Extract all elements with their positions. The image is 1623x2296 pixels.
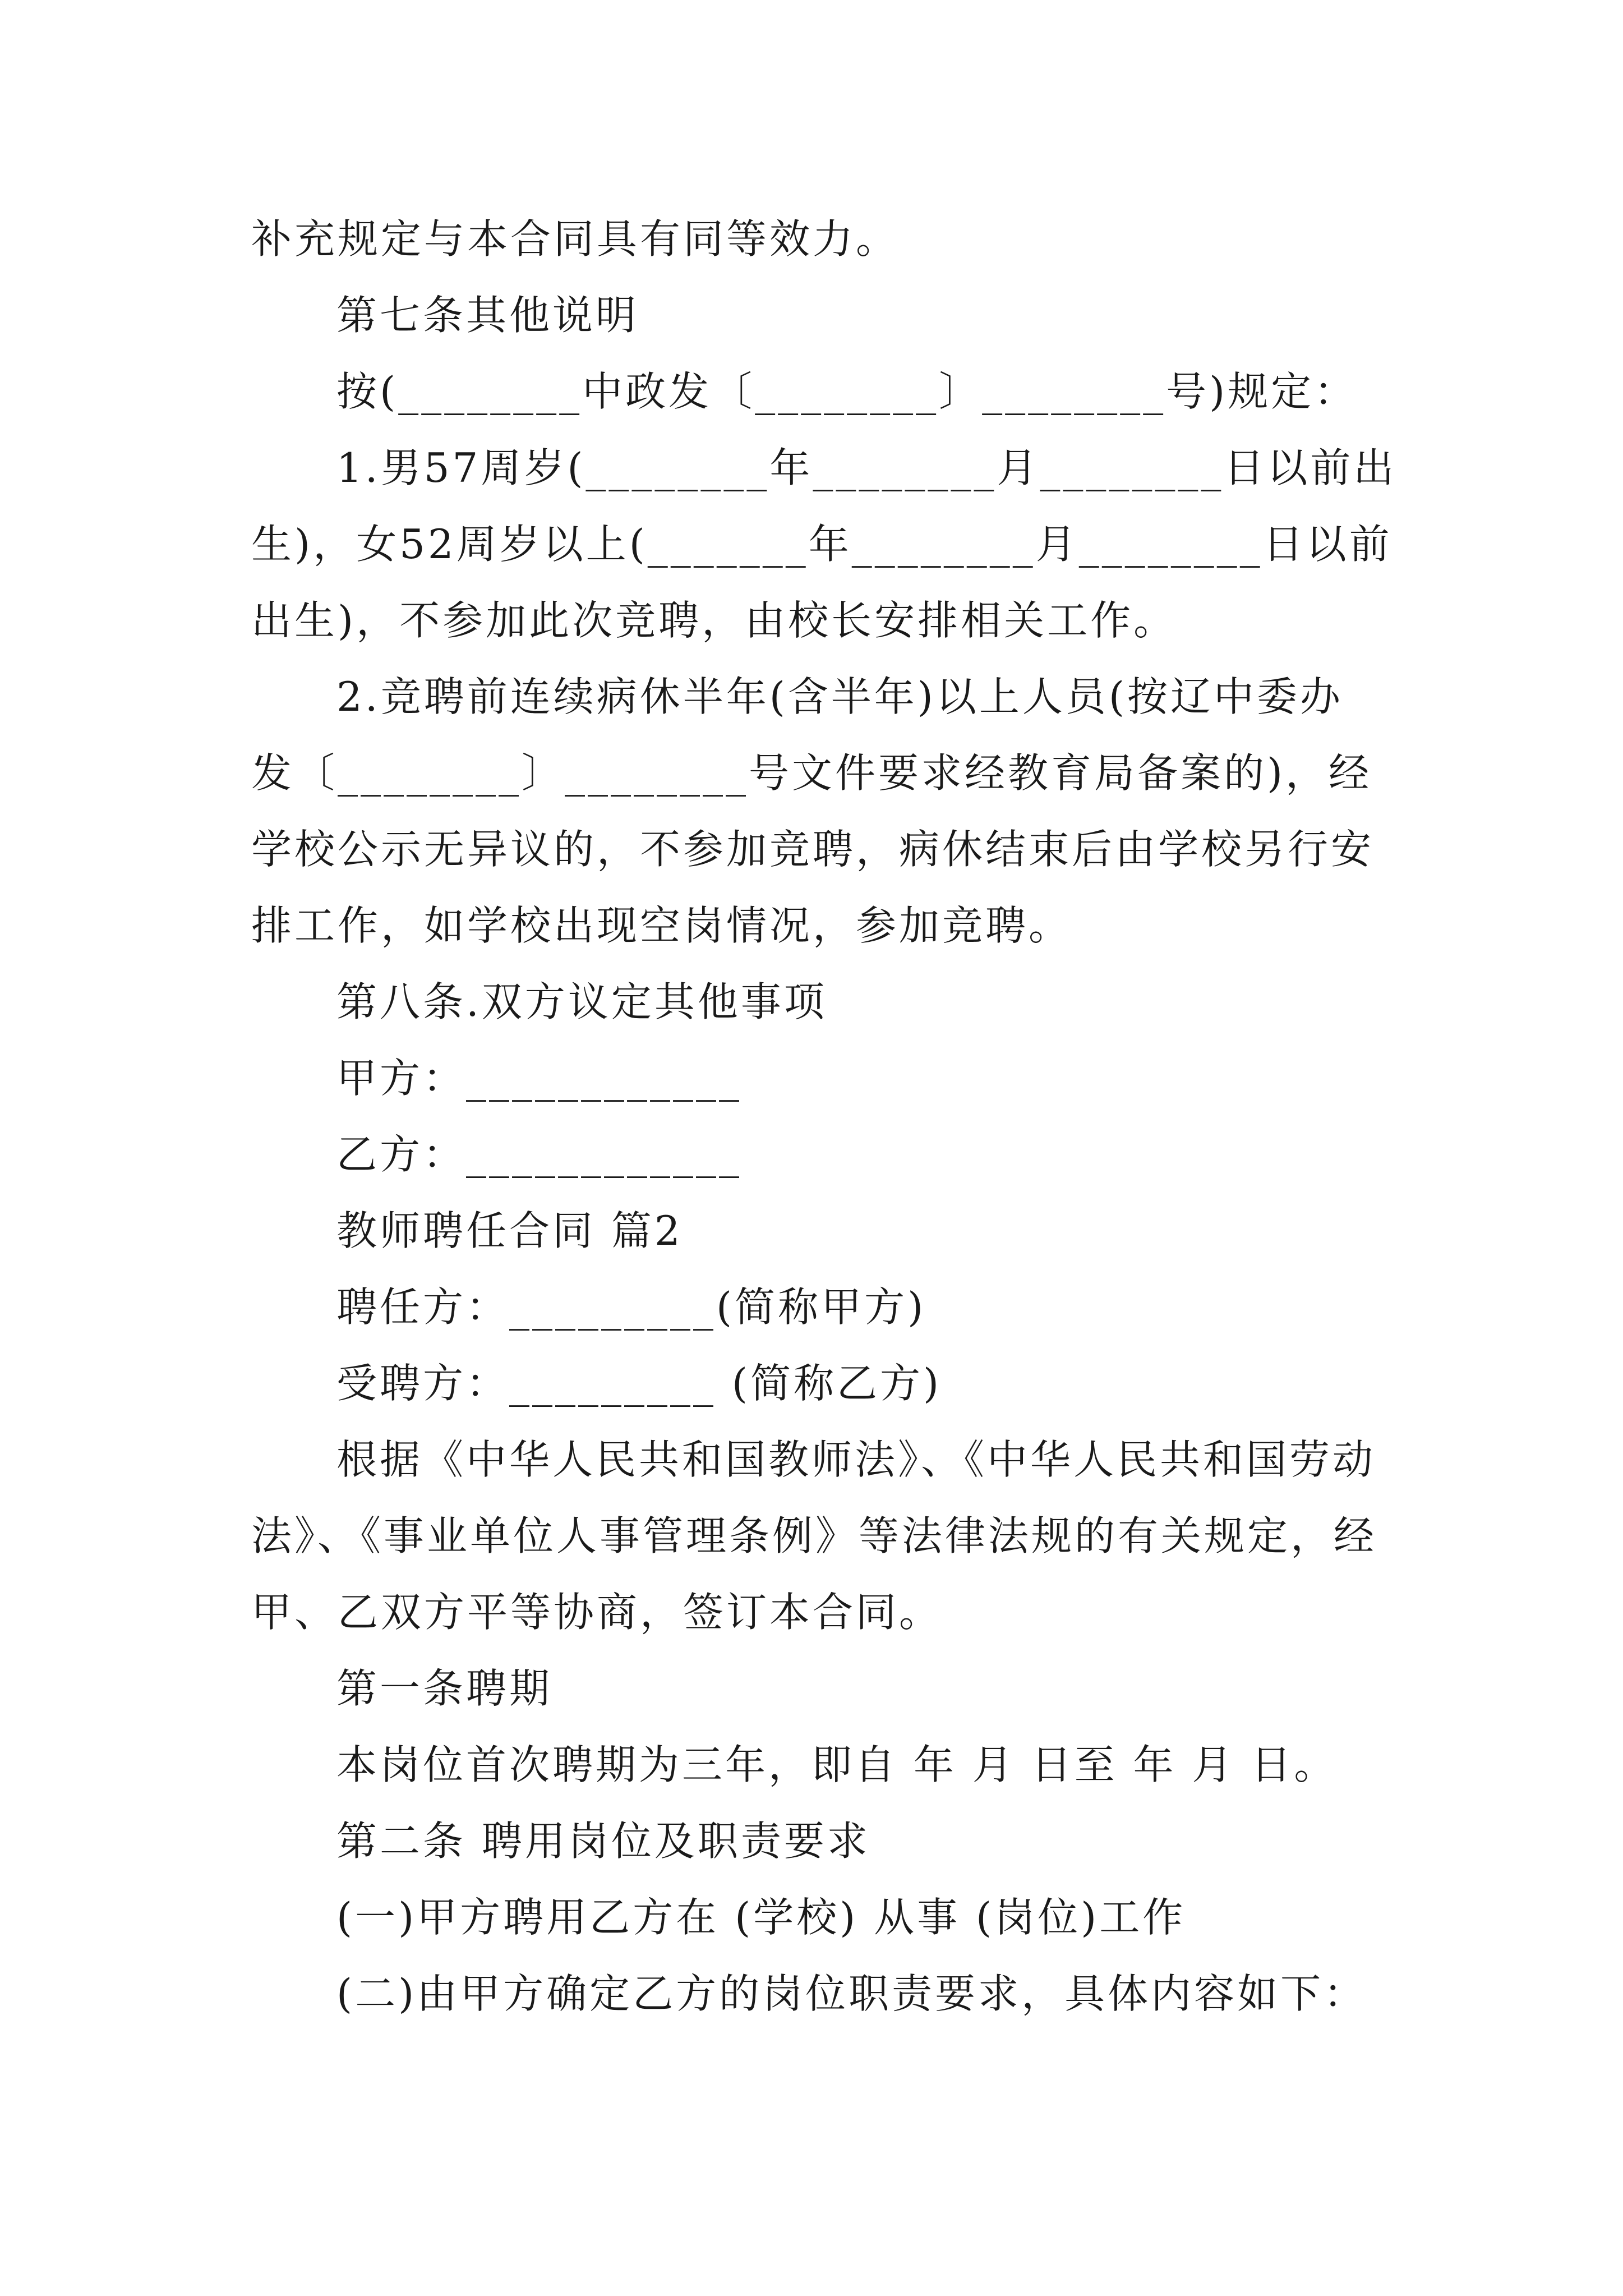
text-line: 生)，女52周岁以上(_______年________月________日以前: [251, 521, 1393, 568]
article-heading: 第一条聘期: [336, 1665, 553, 1712]
text-line: 根据《中华人民共和国教师法》、《中华人民共和国劳动: [336, 1436, 1376, 1483]
article-heading: 第二条 聘用岗位及职责要求: [336, 1818, 870, 1865]
article-heading: 第八条.双方议定其他事项: [336, 978, 827, 1025]
article-heading: 第七条其他说明: [336, 292, 639, 339]
party-b-signature-line: 乙方：____________: [336, 1131, 743, 1178]
text-line: (一)甲方聘用乙方在 (学校) 从事 (岗位)工作: [336, 1894, 1186, 1941]
text-line: 出生)，不参加此次竞聘，由校长安排相关工作。: [251, 597, 1177, 644]
text-line: 2.竞聘前连续病休半年(含半年)以上人员(按辽中委办: [336, 673, 1343, 720]
text-line: 学校公示无异议的，不参加竞聘，病休结束后由学校另行安: [251, 826, 1375, 873]
employee-line: 受聘方：_________ (简称乙方): [336, 1360, 942, 1407]
text-line: (二)由甲方确定乙方的岗位职责要求，具体内容如下：: [336, 1970, 1367, 2017]
text-line: 本岗位首次聘期为三年，即自 年 月 日至 年 月 日。: [336, 1741, 1338, 1788]
text-line: 按(________中政发〔________〕________号)规定：: [336, 368, 1358, 415]
text-line: 甲、乙双方平等协商，签订本合同。: [251, 1589, 943, 1636]
text-line: 发〔________〕________号文件要求经教育局备案的)，经: [251, 749, 1372, 797]
text-line: 法》、《事业单位人事管理条例》等法律法规的有关规定，经: [251, 1512, 1377, 1559]
section-title: 教师聘任合同 篇2: [336, 1207, 683, 1254]
text-line: 补充规定与本合同具有同等效力。: [251, 215, 900, 263]
text-line: 排工作，如学校出现空岗情况，参加竞聘。: [251, 902, 1072, 949]
text-line: 1.男57周岁(________年________月________日以前出: [336, 444, 1397, 491]
party-a-signature-line: 甲方：____________: [336, 1055, 743, 1102]
employer-line: 聘任方：_________(简称甲方): [336, 1283, 926, 1331]
